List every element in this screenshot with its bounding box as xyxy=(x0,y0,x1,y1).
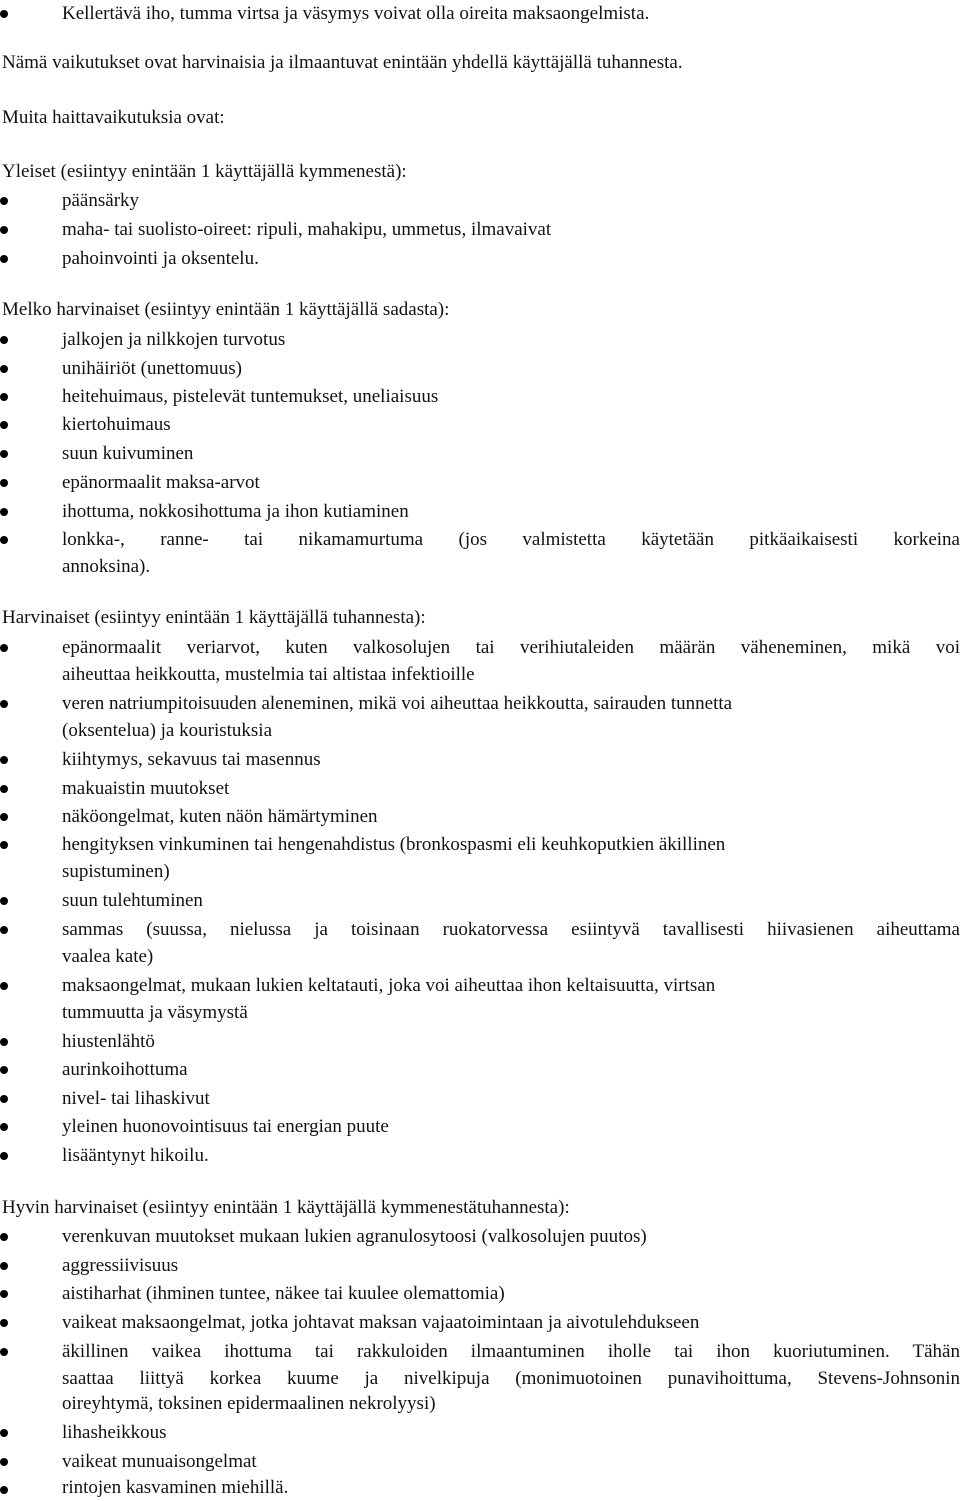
list-item: äkillinen vaikea ihottuma tai rakkuloiden ilmaantuminen iholle tai ihon kuoriutuminen. Tähän xyxy=(62,1341,960,1362)
bullet-icon xyxy=(0,197,8,205)
list-item: verenkuvan muutokset mukaan lukien agranulosytoosi (valkosolujen puutos) xyxy=(62,1226,647,1247)
list-item: ihottuma, nokkosihottuma ja ihon kutiaminen xyxy=(62,501,409,522)
list-item: epänormaalit veriarvot, kuten valkosolujen tai verihiutaleiden määrän väheneminen, mikä voi xyxy=(62,637,960,658)
list-item: heitehuimaus, pistelevät tuntemukset, uneliaisuus xyxy=(62,386,439,407)
bullet-icon xyxy=(0,1458,8,1466)
bullet-icon xyxy=(0,450,8,458)
list-item: suun tulehtuminen xyxy=(62,890,203,911)
bullet-icon xyxy=(0,813,8,821)
list-item: aistiharhat (ihminen tuntee, näkee tai kuulee olemattomia) xyxy=(62,1283,505,1304)
list-item-continuation: oireyhtymä, toksinen epidermaalinen nekrolyysi) xyxy=(62,1393,436,1414)
list-item: unihäiriöt (unettomuus) xyxy=(62,358,242,379)
bullet-icon xyxy=(0,1095,8,1103)
list-item-continuation: saattaa liittyä korkea kuume ja nivelkipuja (monimuotoinen punavihoittuma, Stevens-Johnsonin xyxy=(62,1368,960,1389)
list-item: makuaistin muutokset xyxy=(62,778,230,799)
list-item: lonkka-, ranne- tai nikamamurtuma (jos valmistetta käytetään pitkäaikaisesti korkeina xyxy=(62,529,960,550)
bullet-icon xyxy=(0,1066,8,1074)
bullet-icon xyxy=(0,1262,8,1270)
bullet-icon xyxy=(0,255,8,263)
bullet-icon xyxy=(0,1319,8,1327)
bullet-icon xyxy=(0,1152,8,1160)
bullet-icon xyxy=(0,926,8,934)
bullet-icon xyxy=(0,841,8,849)
list-item: epänormaalit maksa-arvot xyxy=(62,472,260,493)
paragraph: Muita haittavaikutuksia ovat: xyxy=(2,107,225,128)
list-item-continuation: vaalea kate) xyxy=(62,946,154,967)
bullet-icon xyxy=(0,756,8,764)
list-item: jalkojen ja nilkkojen turvotus xyxy=(62,329,286,350)
list-item: hengityksen vinkuminen tai hengenahdistus (bronkospasmi eli keuhkoputkien äkillinen xyxy=(62,834,726,855)
list-item: maha- tai suolisto-oireet: ripuli, mahakipu, ummetus, ilmavaivat xyxy=(62,219,552,240)
list-item-continuation: aiheuttaa heikkoutta, mustelmia tai altistaa infektioille xyxy=(62,664,475,685)
bullet-icon xyxy=(0,536,8,544)
paragraph: Nämä vaikutukset ovat harvinaisia ja ilmaantuvat enintään yhdellä käyttäjällä tuhannesta. xyxy=(2,52,683,73)
list-item: nivel- tai lihaskivut xyxy=(62,1088,210,1109)
section-heading-very-rare: Hyvin harvinaiset (esiintyy enintään 1 käyttäjällä kymmenestätuhannesta): xyxy=(2,1197,570,1218)
bullet-icon xyxy=(0,1348,8,1356)
bullet-icon xyxy=(0,700,8,708)
bullet-icon xyxy=(0,508,8,516)
bullet-icon xyxy=(0,226,8,234)
bullet-icon xyxy=(0,785,8,793)
list-item: lihasheikkous xyxy=(62,1422,167,1443)
list-item: suun kuivuminen xyxy=(62,443,194,464)
list-item-continuation: tummuutta ja väsymystä xyxy=(62,1002,248,1023)
bullet-icon xyxy=(0,365,8,373)
bullet-icon xyxy=(0,421,8,429)
section-heading-uncommon: Melko harvinaiset (esiintyy enintään 1 käyttäjällä sadasta): xyxy=(2,299,450,320)
section-heading-common: Yleiset (esiintyy enintään 1 käyttäjällä kymmenestä): xyxy=(2,161,407,182)
bullet-icon xyxy=(0,1429,8,1437)
list-item: kiertohuimaus xyxy=(62,414,171,435)
bullet-icon xyxy=(0,982,8,990)
section-heading-rare: Harvinaiset (esiintyy enintään 1 käyttäjällä tuhannesta): xyxy=(2,607,426,628)
bullet-icon xyxy=(0,1038,8,1046)
list-item: näköongelmat, kuten näön hämärtyminen xyxy=(62,806,378,827)
bullet-icon xyxy=(0,644,8,652)
list-item: sammas (suussa, nielussa ja toisinaan ruokatorvessa esiintyvä tavallisesti hiivasienen aiheuttama xyxy=(62,919,960,940)
list-item-continuation: (oksentelua) ja kouristuksia xyxy=(62,720,273,741)
list-item: maksaongelmat, mukaan lukien keltatauti, joka voi aiheuttaa ihon keltaisuutta, virtsan xyxy=(62,975,716,996)
list-item: hiustenlähtö xyxy=(62,1031,155,1052)
list-item: päänsärky xyxy=(62,190,140,211)
list-item: aggressiivisuus xyxy=(62,1255,179,1276)
bullet-icon xyxy=(0,393,8,401)
list-item: pahoinvointi ja oksentelu. xyxy=(62,248,259,269)
list-item: Kellertävä iho, tumma virtsa ja väsymys voivat olla oireita maksaongelmista. xyxy=(62,3,650,24)
list-item: rintojen kasvaminen miehillä. xyxy=(62,1477,289,1498)
list-item: lisääntynyt hikoilu. xyxy=(62,1145,209,1166)
list-item: veren natriumpitoisuuden aleneminen, mikä voi aiheuttaa heikkoutta, sairauden tunnetta xyxy=(62,693,733,714)
list-item: aurinkoihottuma xyxy=(62,1059,188,1080)
bullet-icon xyxy=(0,897,8,905)
list-item: yleinen huonovointisuus tai energian puute xyxy=(62,1116,389,1137)
list-item: vaikeat munuaisongelmat xyxy=(62,1451,257,1472)
bullet-icon xyxy=(0,1123,8,1131)
bullet-icon xyxy=(0,1290,8,1298)
list-item: kiihtymys, sekavuus tai masennus xyxy=(62,749,321,770)
list-item-continuation: supistuminen) xyxy=(62,861,170,882)
list-item: vaikeat maksaongelmat, jotka johtavat maksan vajaatoimintaan ja aivotulehdukseen xyxy=(62,1312,700,1333)
bullet-icon xyxy=(0,336,8,344)
bullet-icon xyxy=(0,1486,8,1494)
bullet-icon xyxy=(0,479,8,487)
bullet-icon xyxy=(0,1233,8,1241)
bullet-icon xyxy=(0,10,8,18)
list-item-continuation: annoksina). xyxy=(62,556,151,577)
